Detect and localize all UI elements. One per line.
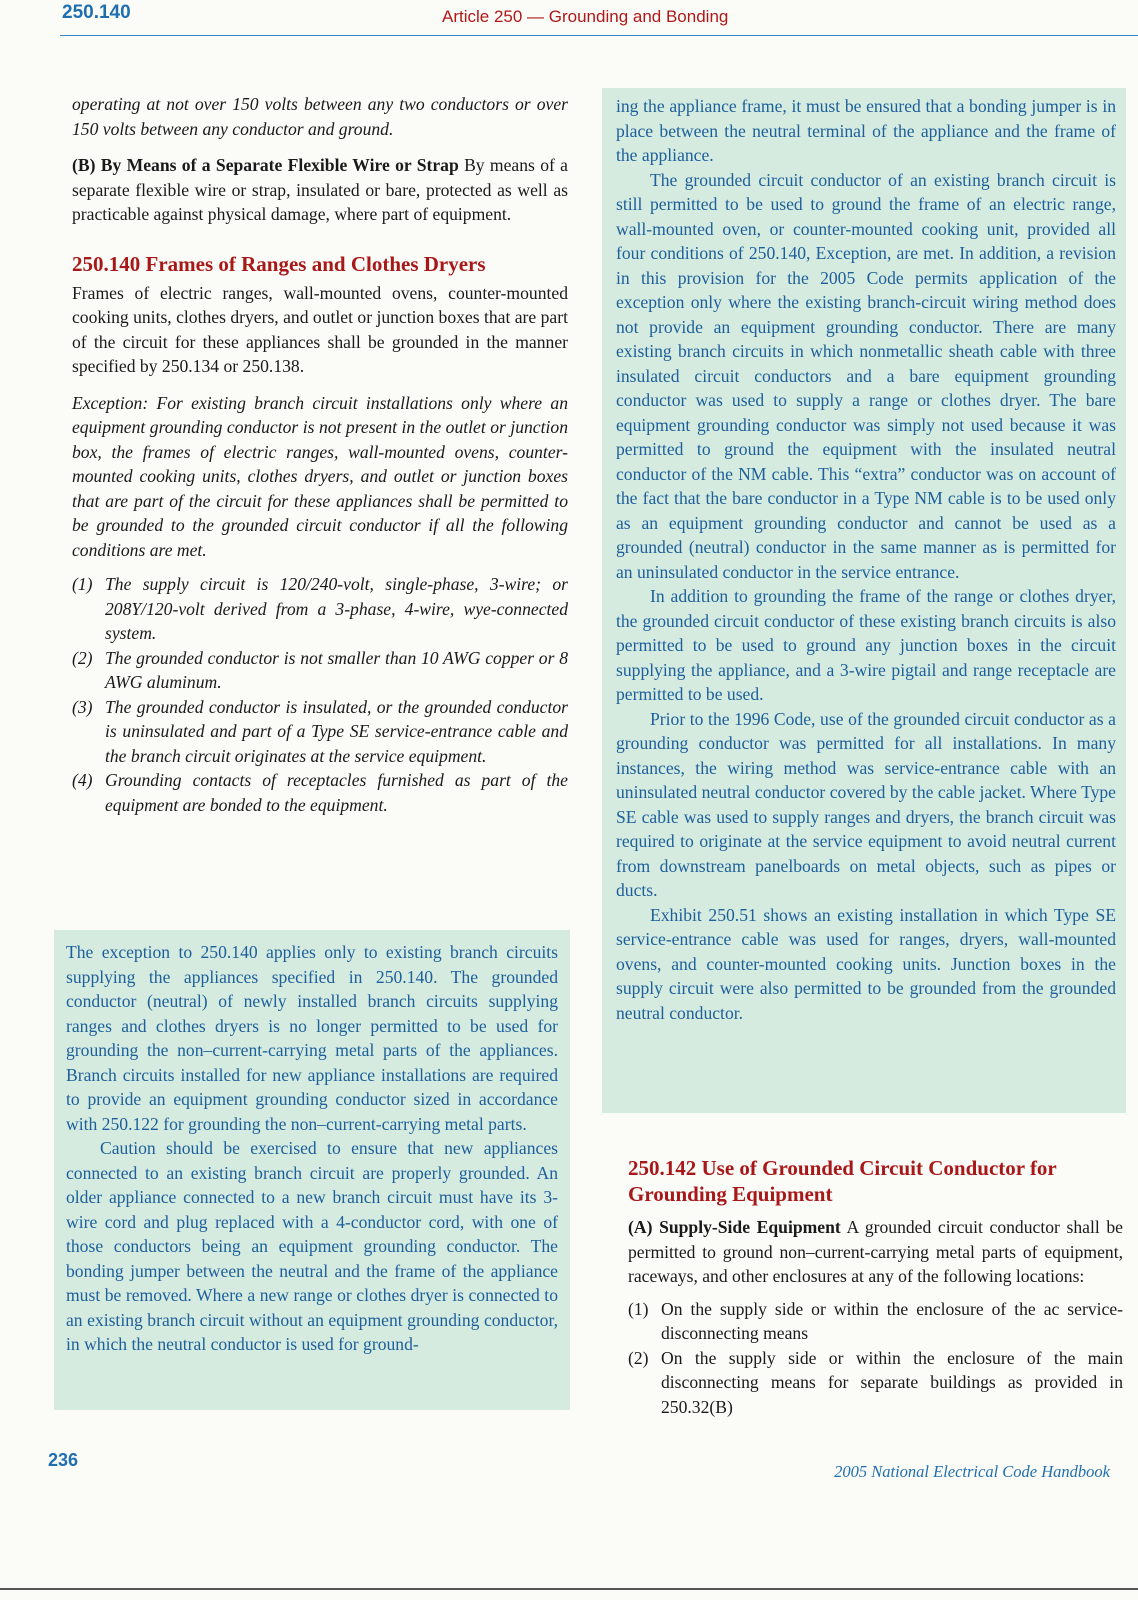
section-250-140-body: Frames of electric ranges, wall-mounted ovens, counter-mounted cooking units, clothes dryers, and outlet or junction boxes that are part of the circuit for these appliances shall be grounded in the manner specified by 250.134 or 250.138. <box>72 282 568 376</box>
part-b-text: By means of a separate flexible wire or strap, insulated or bare, protected as well as practicable against physical damage, where part of equipment. <box>72 155 568 224</box>
conditions-list <box>72 572 568 817</box>
right-column-lower <box>628 1155 1123 1419</box>
location-item: (1) On the supply side or within the enclosure of the ac service-disconnecting means <box>628 1298 1123 1343</box>
section-250-140-exception: Exception: For existing branch circuit installations only where an equipment grounding conductor is not present in the outlet or junction box, the frames of electric ranges, wall-mounted ovens, counter-mounted cooking units, clothes dryers, and outlet or junction boxes that are part of the circuit for these appliances shall be permitted to be grounded to the grounded circuit conductor if all the following conditions are met. <box>72 392 568 560</box>
part-a-paragraph <box>628 1215 1123 1289</box>
commentary-box-right <box>602 88 1126 1113</box>
part-b-heading: (B) By Means of a Separate Flexible Wire or Strap <box>72 155 459 175</box>
commentary-paragraph: The grounded circuit conductor of an existing branch circuit is still permitted to be used to ground the frame of an electric range, wall-mounted oven, or counter-mounted cooking unit, provided all four conditions of 250.140, Exception, are met. In addition, a revision in this provision for the 2005 Code permits application of the exception only where the existing branch-circuit wiring method does not provide an equipment grounding conductor. There are many existing branch circuits in which nonmetallic sheath cable with three insulated circuit conductors and a bare equipment grounding conductor was used to supply a range or clothes dryer. The bare equipment grounding conductor was simply not used because it was permitted to ground the equipment with the insulated neutral conductor of the NM cable. This “extra” conductor was on account of the fact that the bare conductor in a Type NM cable is to be used only as an equipment grounding conductor and cannot be used as a grounded (neutral) conductor in the same manner as is permitted for an uninsulated conductor in the service entrance. <box>616 169 1116 582</box>
commentary-paragraph: Exhibit 250.51 shows an existing installation in which Type SE service-entrance cable was used for ranges, dryers, wall-mounted ovens, and counter-mounted cooking units. Junction boxes in the supply circuit were also permitted to be grounded from the grounded neutral conductor. <box>616 904 1116 1023</box>
part-a-heading: (A) Supply-Side Equipment <box>628 1217 841 1237</box>
running-head-section-number: 250.140 <box>62 2 131 23</box>
condition-item: (4) Grounding contacts of receptacles furnished as part of the equipment are bonded to the equipment. <box>72 770 568 815</box>
section-250-140-title: 250.140 Frames of Ranges and Clothes Dryers <box>72 251 486 276</box>
commentary-paragraph: ing the appliance frame, it must be ensured that a bonding jumper is in place between the neutral terminal of the appliance and the frame of the appliance. <box>616 96 1116 165</box>
left-column <box>72 92 568 817</box>
locations-list <box>628 1297 1123 1420</box>
page-number: 236 <box>48 1450 79 1470</box>
intro-continuation: operating at not over 150 volts between any two conductors or over 150 volts between any conductor and ground. <box>72 94 568 139</box>
commentary-paragraph: Caution should be exercised to ensure that new appliances connected to an existing branch circuit are properly grounded. An older appliance connected to a new branch circuit must have its 3-wire cord and plug replaced with a 4-conductor cord, with one of those conductors being an equipment grounding conductor. The bonding jumper between the neutral and the frame of the appliance must be removed. Where a new range or clothes dryer is connected to an existing branch circuit without an equipment grounding conductor, in which the neutral conductor is used for ground- <box>66 1138 558 1354</box>
commentary-paragraph: The exception to 250.140 applies only to existing branch circuits supplying the appliances specified in 250.140. The grounded conductor (neutral) of newly installed branch circuits supplying ranges and clothes dryers is no longer permitted to be used for grounding the non–current-carrying metal parts of the appliances. Branch circuits installed for new appliance installations are required to provide an equipment grounding conductor sized in accordance with 250.122 for grounding the non–current-carrying metal parts. <box>66 942 558 1134</box>
part-b-paragraph <box>72 153 568 227</box>
condition-item: (1) The supply circuit is 120/240-volt, single-phase, 3-wire; or 208Y/120-volt derived from a 3-phase, 4-wire, wye-connected system. <box>72 574 568 643</box>
commentary-box-left <box>54 930 570 1410</box>
book-title: 2005 National Electrical Code Handbook <box>834 1462 1110 1481</box>
running-head-title: Article 250 — Grounding and Bonding <box>442 7 729 26</box>
commentary-paragraph: Prior to the 1996 Code, use of the grounded circuit conductor as a grounding conductor was permitted for all installations. In many instances, the wiring method was service-entrance cable with an uninsulated neutral conductor covered by the cable jacket. Where Type SE cable was used to supply ranges and dryers, the branch circuit was required to originate at the service equipment to avoid neutral current from downstream panelboards on metal objects, such as pipes or ducts. <box>616 708 1116 900</box>
condition-item: (3) The grounded conductor is insulated, or the grounded conductor is uninsulated and part of a Type SE service-entrance cable and the branch circuit originates at the service equipment. <box>72 696 568 766</box>
location-item: (2) On the supply side or within the enclosure of the main disconnecting means for separate buildings as provided in 250.32(B) <box>628 1347 1123 1417</box>
header-divider <box>60 35 1138 36</box>
section-250-142-title: 250.142 Use of Grounded Circuit Conductor for Grounding Equipment <box>628 1156 1057 1206</box>
commentary-paragraph: In addition to grounding the frame of the range or clothes dryer, the grounded circuit conductor of these existing branch circuits is also permitted to be used to ground any junction boxes in the circuit supplying the appliance, and a 3-wire pigtail and range receptacle are permitted to be used. <box>616 586 1116 704</box>
part-a-text: A grounded circuit conductor shall be permitted to ground non–current-carrying metal parts of equipment, raceways, and other enclosures at any of the following locations: <box>628 1217 1123 1286</box>
page-bottom-edge <box>0 1588 1138 1590</box>
condition-item: (2) The grounded conductor is not smaller than 10 AWG copper or 8 AWG aluminum. <box>72 647 568 692</box>
